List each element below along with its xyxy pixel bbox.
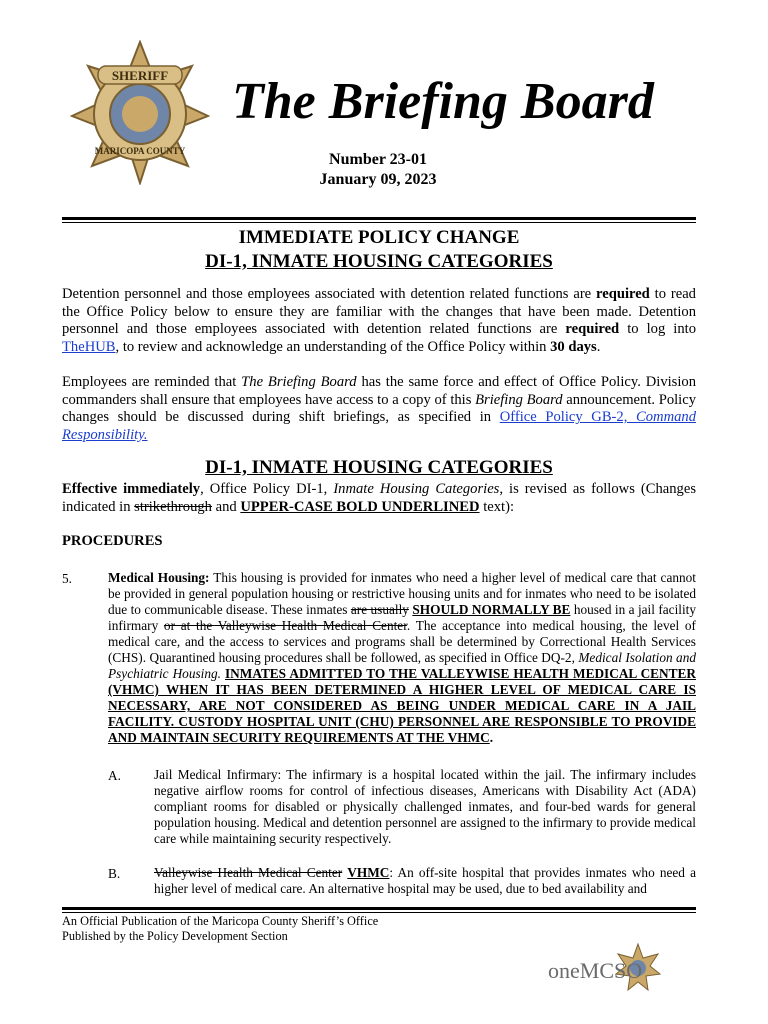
procedures-heading: PROCEDURES [62,533,163,549]
heading-di1-section [62,456,696,479]
item-b-number: B. [108,866,121,881]
heading-di1 [62,250,696,273]
divider [62,222,696,223]
item-5-text: Medical Housing: This housing is provided for inmates who need a higher level of medical care that cannot be provided in general population housing or restrictive housing units and for inmates who need to be isolated due to communicable disease. These inmates are usually SHOULD NORMALLY BE housed in a jail facility infirmary or at the Valleywise Health Medical Center. The acceptance into medical housing, the level of medical care, and the access to services and programs shall be determined by Correctional Health Services (CHS). Quarantined housing procedures shall be followed, as specified in Office DQ-2, Medical Isolation and Psychiatric Housing. INMATES ADMITTED TO THE VALLEYWISE HEALTH MEDICAL CENTER (VHMC) WHEN IT HAS BEEN DETERMINED A HIGHER LEVEL OF MEDICAL CARE IS NECESSARY, ARE NOT CONSIDERED AS BEING UNDER MEDICAL CARE IN A JAIL FACILITY. CUSTODY HOSPITAL UNIT (CHU) PERSONNEL ARE RESPONSIBLE TO PROVIDE AND MAINTAIN SECURITY REQUIREMENTS AT THE VHMC. [108,570,697,745]
badge-bottom-text: MARICOPA COUNTY [94,146,186,156]
item-a-text: Jail Medical Infirmary: The infirmary is a hospital located within the jail. The infirmary includes negative airflow rooms for control of infectious diseases, Americans with Disability Act (ADA) compliant rooms for disabled or physically challenged inmates, and four-bed wards for general population housing. Medical and detention personnel are assigned to the infirmary to provide medical care while maintaining security respectively. [154,767,696,846]
issue-date: January 09, 2023 [319,171,437,188]
footer-divider [62,907,696,910]
onemcso-logo-text: oneMCSO [548,958,643,983]
heading-policy-change: IMMEDIATE POLICY CHANGE [238,227,520,248]
divider [62,217,696,220]
item-a-number: A. [108,768,121,783]
effective-paragraph: Effective immediately, Office Policy DI-1, Inmate Housing Categories, is revised as follows (Changes indicated in strikethrough and UPPER-CASE BOLD UNDERLINED text): [62,481,697,515]
footer-line-2: Published by the Policy Development Section [62,929,288,943]
onemcso-logo [548,942,662,992]
footer-text [62,914,378,944]
heading-di1-text: DI-1, INMATE HOUSING CATEGORIES [205,251,553,272]
issue-number: Number 23-01 [329,151,427,168]
issue-info [318,150,438,190]
publication-title: The Briefing Board [232,73,654,130]
footer-line-1: An Official Publication of the Maricopa County Sheriff’s Office [62,914,379,928]
item-b-text: Valleywise Health Medical Center VHMC: An off-site hospital that provides inmates who need a higher level of medical care. An alternative hospital may be used, due to bed availability and [154,865,696,896]
office-policy-gb2-link[interactable]: Office Policy GB-2, Command Responsibility. [62,409,696,444]
badge-top-text: SHERIFF [111,68,169,83]
item-5-number: 5. [62,571,72,586]
intro-paragraph-1: Detention personnel and those employees associated with detention related functions are required to read the Office Policy below to ensure they are familiar with the changes that have been made. Detention personnel and those employees associated with detention related functions are required to log into TheHUB, to review and acknowledge an understanding of the Office Policy within 30 days. [62,286,696,356]
intro-paragraph-2: Employees are reminded that The Briefing Board has the same force and effect of Office Policy. Division commanders shall ensure that employees have access to a copy of this Briefing Board announcement. Policy changes should be discussed during shift briefings, as specified in Office Policy GB-2, Command Responsibility. [62,374,697,444]
heading-di1-section-text: DI-1, INMATE HOUSING CATEGORIES [205,457,553,478]
sheriff-badge-logo [70,40,210,185]
thehub-link[interactable]: TheHUB [62,339,116,356]
footer-divider [62,912,696,913]
